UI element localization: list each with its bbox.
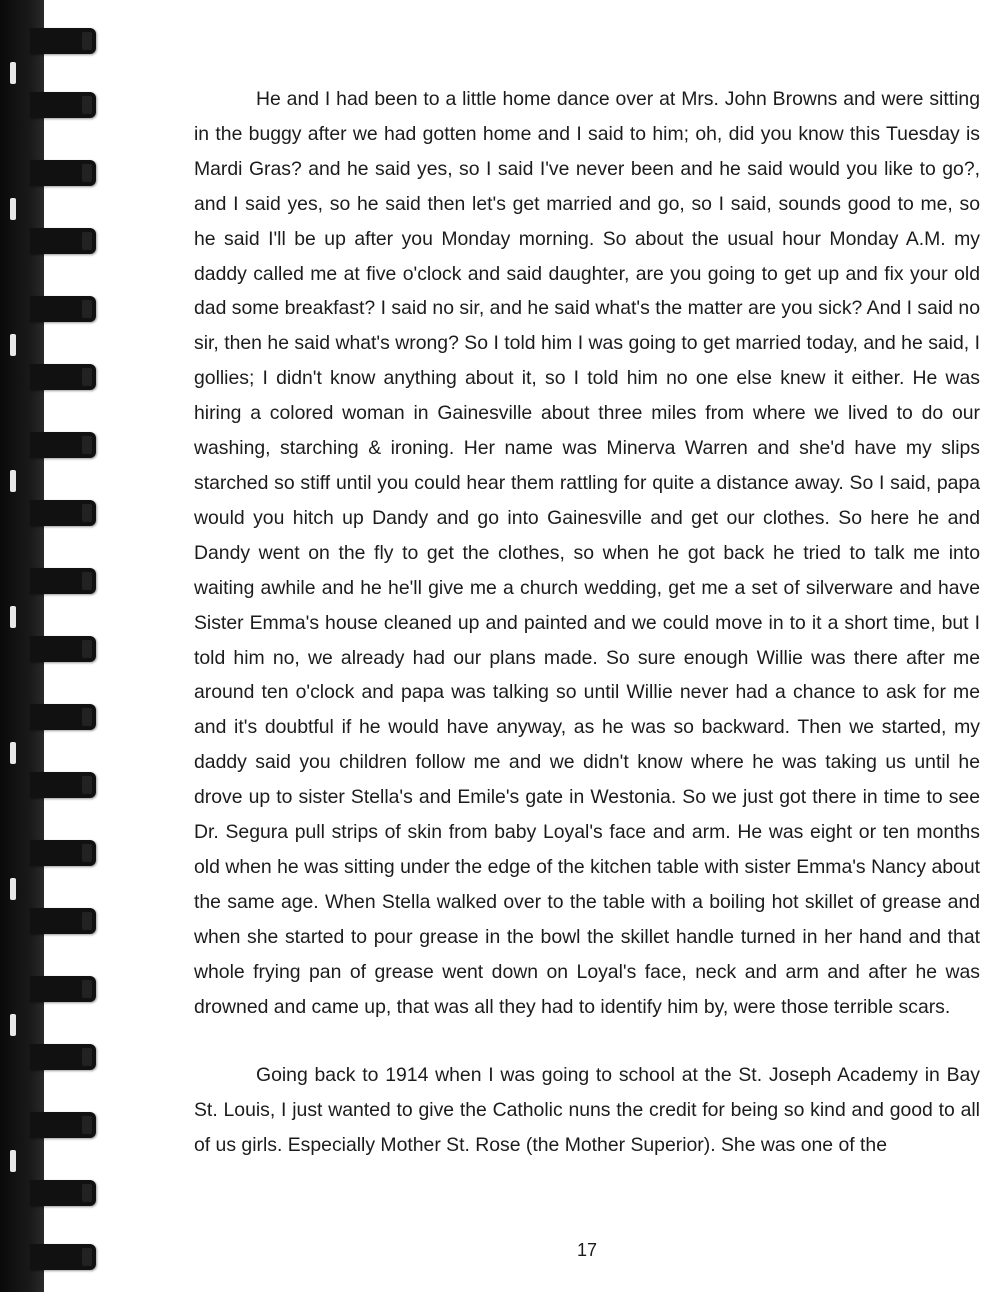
binding-ring <box>30 228 96 254</box>
binding-hole <box>10 62 16 84</box>
binding-hole <box>10 334 16 356</box>
binding-ring <box>30 364 96 390</box>
binding-ring <box>30 908 96 934</box>
binding-hole <box>10 1014 16 1036</box>
binding-ring <box>30 296 96 322</box>
binding-hole <box>10 606 16 628</box>
binding-ring <box>30 28 96 54</box>
binding-ring <box>30 704 96 730</box>
paragraph-dance-and-wedding: He and I had been to a little home dance over at Mrs. John Browns and were sitting in the buggy after we had gotten home and I said to him; oh, did you know this Tuesday is Mardi Gras? and he said yes, so I said I've never been and he said would you like to go?, and I said yes, so he said then let's get married and go, so I said, sounds good to me, so he said I'll be up after you Monday morning. So about the usual hour Monday A.M. my daddy called me at five o'clock and said daughter, are you going to get up and fix your old dad some breakfast? I said no sir, and he said what's the matter are you sick? And I said no sir, then he said what's wrong? So I told him I was going to get married today, and he said, I gollies; I didn't know anything about it, so I told him no one else knew it either. He was hiring a colored woman in Gainesville about three miles from where we lived to do our washing, starching & ironing. Her name was Minerva Warren and she'd have my slips starched so stiff until you could hear them rattling for quite a distance away. So I said, papa would you hitch up Dandy and go into Gainesville and get our clothes. So here he and Dandy went on the fly to get the clothes, so when he got back he tried to talk me into waiting awhile and he he'll give me a church wedding, get me a set of silverware and have Sister Emma's house cleaned up and painted and we could move in to it a short time, but I told him no, we already had our plans made. So sure enough Willie was there after me around ten o'clock and papa was talking so until Willie never had a chance to ask for me and it's doubtful if he would have anyway, as he was so backward. Then we started, my daddy said you children follow me and we didn't know where he was taking us until he drove up to sister Stella's and Emile's gate in Westonia. So we just got there in time to see Dr. Segura pull strips of skin from baby Loyal's face and arm. He was eight or ten months old when he was sitting under the edge of the kitchen table with sister Emma's Nancy about the same age. When Stella walked over to the table with a boiling hot skillet of grease and when she started to pour grease in the bowl the skillet handle turned in her hand and that whole frying pan of grease went down on Loyal's face, neck and arm and after he was drowned and came up, that was all they had to identify him by, were those terrible scars. <box>194 88 980 1018</box>
binding-ring <box>30 1244 96 1270</box>
binding-hole <box>10 742 16 764</box>
binding-hole <box>10 1150 16 1172</box>
binding-ring <box>30 432 96 458</box>
binding-hole <box>10 878 16 900</box>
body-text <box>194 82 980 1163</box>
binding-ring <box>30 1180 96 1206</box>
binding-ring <box>30 840 96 866</box>
page-number: 17 <box>576 1240 598 1260</box>
binding-ring <box>30 772 96 798</box>
spiral-binding <box>0 0 110 1292</box>
binding-ring <box>30 1044 96 1070</box>
binding-hole <box>10 198 16 220</box>
binding-ring <box>30 160 96 186</box>
binding-ring <box>30 976 96 1002</box>
binding-ring <box>30 500 96 526</box>
binding-ring <box>30 636 96 662</box>
paragraph-school-1914: Going back to 1914 when I was going to school at the St. Joseph Academy in Bay St. Louis, I just wanted to give the Catholic nuns the credit for being so kind and good to all of us girls. Especially Mother St. Rose (the Mother Superior). She was one of the <box>194 1064 980 1157</box>
binding-ring <box>30 568 96 594</box>
binding-ring <box>30 92 96 118</box>
binding-ring <box>30 1112 96 1138</box>
binding-hole <box>10 470 16 492</box>
